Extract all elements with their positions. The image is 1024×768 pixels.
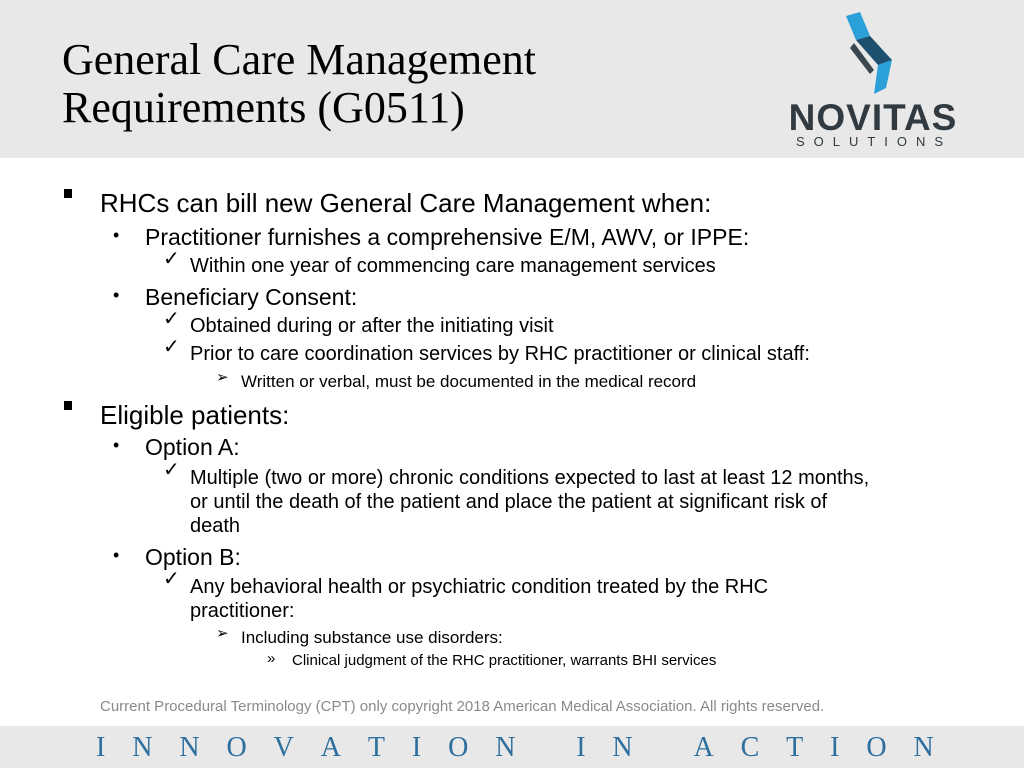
tagline-letter: N xyxy=(495,732,518,763)
tagline-letter: A xyxy=(693,732,716,763)
tagline-letter: O xyxy=(448,732,471,763)
square-bullet-icon xyxy=(64,401,72,410)
bullet-practitioner-furnishes: Practitioner furnishes a comprehensive E/M, AWV, or IPPE: xyxy=(145,224,750,250)
bullet-option-b: Option B: xyxy=(145,544,241,570)
bullet-behavioral-health-line1: Any behavioral health or psychiatric condition treated by the RHC xyxy=(190,576,769,598)
bullet-within-one-year: Within one year of commencing care management services xyxy=(190,255,716,277)
tagline-letter: I xyxy=(830,732,842,763)
bullet-beneficiary-consent: Beneficiary Consent: xyxy=(145,284,358,310)
novitas-logo xyxy=(774,10,970,150)
tagline-letter: T xyxy=(367,732,387,763)
arrowhead-bullet-icon: ➢ xyxy=(216,369,229,386)
slide-title xyxy=(62,36,536,132)
tagline-letter: A xyxy=(320,732,343,763)
checkmark-bullet-icon: ✓ xyxy=(163,568,180,590)
title-line-1: General Care Management xyxy=(62,35,536,84)
dot-bullet-icon: • xyxy=(113,285,120,305)
tagline-letter xyxy=(542,732,551,764)
dot-bullet-icon: • xyxy=(113,225,120,245)
tagline-letter: N xyxy=(612,732,635,763)
tagline-letter: C xyxy=(740,732,762,763)
tagline-letter: O xyxy=(866,732,889,763)
tagline-letter: I xyxy=(96,732,108,763)
tagline-letter: O xyxy=(226,732,249,763)
bullet-prior-to-coordination: Prior to care coordination services by RHC practitioner or clinical staff: xyxy=(190,343,810,365)
logo-wordmark: NOVITAS xyxy=(788,97,958,138)
double-chevron-bullet-icon: » xyxy=(267,650,276,667)
title-line-2: Requirements (G0511) xyxy=(62,83,465,132)
slide-footer xyxy=(0,726,1024,768)
square-bullet-icon xyxy=(64,189,72,198)
bullet-behavioral-health-line2: practitioner: xyxy=(190,600,295,622)
copyright-notice: Current Procedural Terminology (CPT) only copyright 2018 American Medical Association. All rights reserved. xyxy=(100,698,825,715)
bullet-eligible-patients: Eligible patients: xyxy=(100,400,290,430)
checkmark-bullet-icon: ✓ xyxy=(163,459,180,481)
tagline-letter: T xyxy=(786,732,806,763)
logo-subtitle: SOLUTIONS xyxy=(795,134,953,149)
bullet-multiple-chronic-line2: or until the death of the patient and place the patient at significant risk of xyxy=(190,491,828,513)
checkmark-bullet-icon: ✓ xyxy=(163,248,180,270)
bullet-multiple-chronic-line1: Multiple (two or more) chronic conditions expected to last at least 12 months, xyxy=(190,467,870,489)
tagline-letter: I xyxy=(411,732,424,763)
dot-bullet-icon: • xyxy=(113,545,120,565)
tagline-letter: V xyxy=(273,732,296,763)
checkmark-bullet-icon: ✓ xyxy=(163,336,180,358)
tagline-letter: N xyxy=(913,732,936,763)
footer-tagline xyxy=(96,732,936,764)
novitas-logo-mark-icon xyxy=(774,10,970,100)
tagline-letter: I xyxy=(576,732,588,763)
bullet-rhc-billing: RHCs can bill new General Care Management when: xyxy=(100,188,712,218)
dot-bullet-icon: • xyxy=(113,435,120,455)
bullet-obtained-during: Obtained during or after the initiating visit xyxy=(190,315,554,337)
bullet-clinical-judgment: Clinical judgment of the RHC practitioner, warrants BHI services xyxy=(292,652,717,669)
checkmark-bullet-icon: ✓ xyxy=(163,308,180,330)
arrowhead-bullet-icon: ➢ xyxy=(216,625,229,642)
bullet-written-or-verbal: Written or verbal, must be documented in the medical record xyxy=(241,372,697,391)
tagline-letter: N xyxy=(179,732,202,763)
bullet-multiple-chronic-line3: death xyxy=(190,515,241,537)
bullet-option-a: Option A: xyxy=(145,434,240,460)
tagline-letter: N xyxy=(132,732,155,763)
bullet-substance-use: Including substance use disorders: xyxy=(241,628,503,647)
tagline-letter xyxy=(660,732,669,764)
